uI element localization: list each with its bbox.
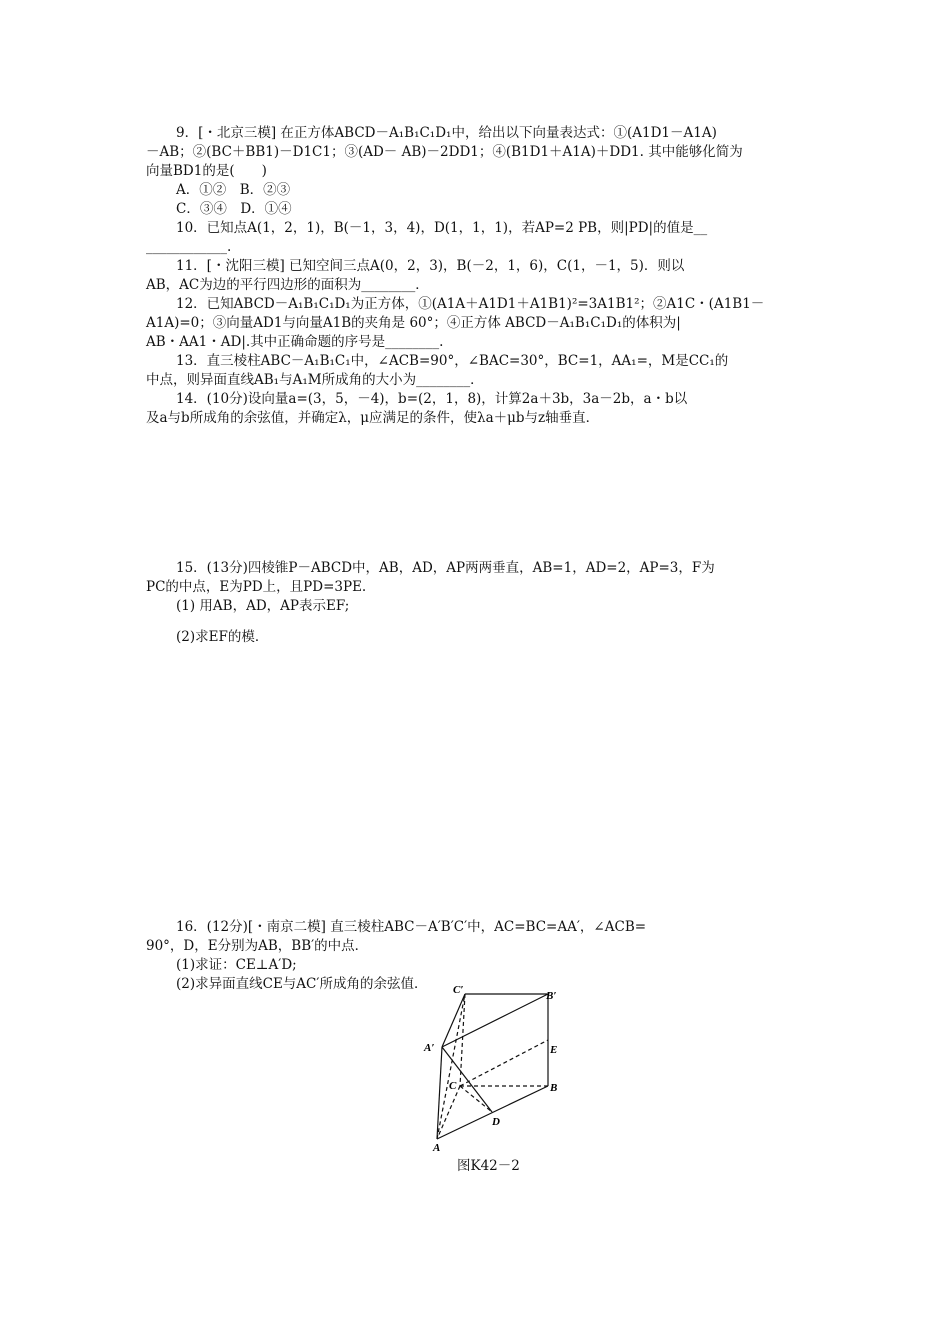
q12-line-1: 12．已知ABCD－A₁B₁C₁D₁为正方体，①(A1A＋A1D1＋A1B1)²=3A1B1²；②A1C・(A1B1－ — [176, 296, 765, 312]
q13-line-1: 13．直三棱柱ABC－A₁B₁C₁中，∠ACB=90°，∠BAC=30°，BC=1，AA₁=，M是CC₁的 — [176, 353, 729, 369]
q9-options-ab: A．①② B．②③ — [176, 182, 291, 198]
q15-part-1: (1) 用AB，AD，AP表示EF; — [176, 598, 350, 614]
q16-part-2: (2)求异面直线CE与AC′所成角的余弦值． — [176, 976, 428, 992]
label-e: E — [550, 1044, 558, 1056]
q16-line-2: 90°，D，E分别为AB，BB′的中点． — [146, 938, 369, 954]
label-d: D — [492, 1116, 500, 1128]
q11-line-2: AB，AC为边的平行四边形的面积为________． — [146, 277, 429, 293]
q9-line-2: －AB；②(BC＋BB1)－D1C1；③(AD－ AB)－2DD1；④(B1D1＋A1A)＋DD1. 其中能够化简为 — [146, 144, 743, 160]
edge-c-d — [460, 1086, 492, 1112]
q11-line-1: 11．[・沈阳三模] 已知空间三点A(0，2，3)，B(－2，1，6)，C(1，－1，5)．则以 — [176, 258, 685, 274]
q9-options-cd: C．③④ D．①④ — [176, 201, 292, 217]
q10-line-1: 10．已知点A(1，2，1)，B(－1，3，4)，D(1，1，1)，若AP=2 PB，则|PD|的值是__ — [176, 220, 708, 236]
edge-a-b — [437, 1086, 548, 1139]
edge-a1-b1 — [442, 994, 548, 1047]
label-a: A — [433, 1142, 441, 1154]
edge-a1-c1 — [442, 994, 465, 1047]
label-b-prime: B′ — [546, 990, 557, 1002]
edge-c-e — [460, 1040, 548, 1086]
q13-line-2: 中点，则异面直线AB₁与A₁M所成角的大小为________． — [146, 372, 484, 388]
q12-line-3: AB・AA1・AD|.其中正确命题的序号是________. — [146, 334, 444, 350]
q15-line-2: PC的中点，E为PD上，且PD=3PE. — [146, 579, 367, 595]
label-c-prime: C′ — [453, 984, 464, 996]
q15-part-2: (2)求EF的模． — [176, 629, 269, 645]
label-a-prime: A′ — [424, 1042, 435, 1054]
q9-line-1: 9．[・北京三模] 在正方体ABCD－A₁B₁C₁D₁中，给出以下向量表达式：①(A1D1－A1A) — [176, 125, 717, 141]
q14-line-2: 及a与b所成角的余弦值，并确定λ，μ应满足的条件，使λa＋μb与z轴垂直． — [146, 410, 600, 426]
q9-line-3: 向量BD1的是( ) — [146, 163, 267, 179]
figure-caption: 图K42－2 — [457, 1158, 520, 1174]
label-c: C — [449, 1080, 457, 1092]
label-b: B — [550, 1082, 558, 1094]
edge-c-a — [437, 1086, 460, 1139]
q16-line-1: 16．(12分)[・南京二模] 直三棱柱ABC－A′B′C′中，AC=BC=AA′，∠ACB= — [176, 919, 647, 935]
q16-part-1: (1)求证：CE⊥A′D; — [176, 957, 297, 973]
q10-line-2: ____________. — [146, 239, 232, 255]
q15-line-1: 15．(13分)四棱锥P－ABCD中，AB，AD，AP两两垂直，AB=1，AD=2，AP=3，F为 — [176, 560, 715, 576]
q12-line-2: A1A)=0；③向量AD1与向量A1B的夹角是 60°；④正方体 ABCD－A₁B₁C₁D₁的体积为| — [146, 315, 681, 331]
q14-line-1: 14．(10分)设向量a=(3，5，－4)，b=(2，1，8)，计算2a＋3b，3a－2b，a・b以 — [176, 391, 688, 407]
